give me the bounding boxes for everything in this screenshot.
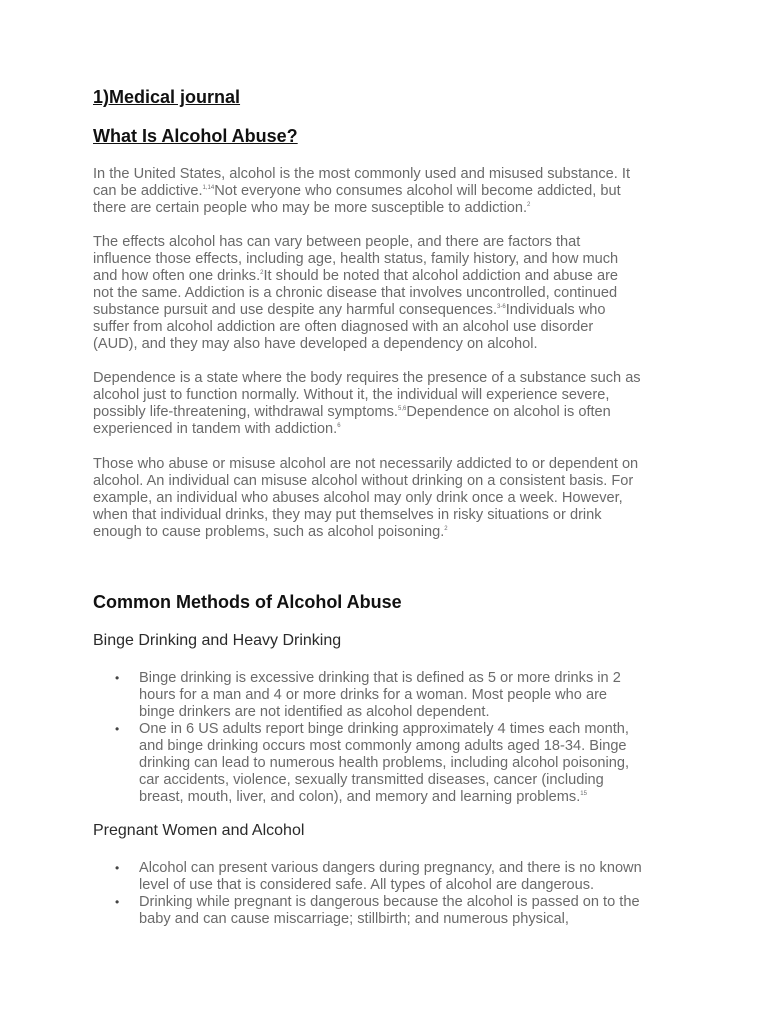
paragraph-line: substance pursuit and use despite any harmful consequences.$^{3-6}$Individuals who [93, 302, 606, 318]
citation: 1,14 [202, 185, 215, 192]
citation: 6 [337, 423, 341, 430]
citation: 2 [260, 270, 264, 277]
paragraph-line: suffer from alcohol addiction are often diagnosed with an alcohol use disorder [93, 319, 594, 335]
paragraph-3 [93, 370, 683, 438]
heading-common-methods: Common Methods of Alcohol Abuse [93, 592, 402, 612]
list-item: • One in 6 US adults report binge drinking approximately 4 times each month, and binge drinking occurs most commonly among adults aged 18-34. Binge drinking can lead to numerous health problems, including alcohol poisoning, car accidents, violence, sexually transmitted diseases, cancer (including breast, mouth, liver, and colon), and memory and learning problems.$^{15}$ [115, 721, 630, 805]
paragraph-line: Those who abuse or misuse alcohol are not necessarily addicted to or dependent on [93, 456, 639, 472]
paragraph-line: influence those effects, including age, health status, family history, and how much [93, 251, 619, 267]
subheading-pregnant-women: Pregnant Women and Alcohol [93, 822, 305, 839]
paragraph-line: alcohol. An individual can misuse alcohol without drinking on a consistent basis. For [93, 473, 634, 489]
list-item: • Binge drinking is excessive drinking that is defined as 5 or more drinks in 2 hours for a man and 4 or more drinks for a woman. Most people who are binge drinkers are not identified as alcohol dependent. [115, 670, 621, 720]
pregnant-bullet-list [93, 860, 683, 928]
binge-bullet-list [93, 670, 683, 806]
paragraph-2 [93, 234, 683, 353]
paragraph-line: there are certain people who may be more susceptible to addiction.$^2$ [93, 200, 531, 216]
heading-what-is-alcohol-abuse: What Is Alcohol Abuse? [93, 126, 298, 146]
paragraph-line: experienced in tandem with addiction.$^6$ [93, 421, 341, 437]
citation: 5,6 [397, 406, 407, 413]
paragraph-4 [93, 456, 683, 541]
paragraph-line: when that individual drinks, they may put themselves in risky situations or drink [93, 507, 602, 523]
paragraph-line: example, an individual who abuses alcohol may only drink once a week. However, [93, 490, 623, 506]
paragraph-line: (AUD), and they may also have developed a dependency on alcohol. [93, 336, 538, 352]
bullet-icon: • [115, 861, 120, 875]
citation: 2 [527, 202, 531, 209]
list-item: • Drinking while pregnant is dangerous because the alcohol is passed on to the baby and can cause miscarriage; stillbirth; and numerous physical, [115, 894, 640, 927]
list-item: • Alcohol can present various dangers during pregnancy, and there is no known level of use that is considered safe. All types of alcohol are dangerous. [115, 860, 642, 893]
paragraph-line: alcohol just to function normally. Without it, the individual will experience severe, [93, 387, 610, 403]
paragraph-line: In the United States, alcohol is the most commonly used and misused substance. It [93, 166, 631, 182]
bullet-icon: • [115, 671, 120, 685]
paragraph-line: possibly life-threatening, withdrawal symptoms.$^{5,6}$Dependence on alcohol is often [93, 404, 611, 420]
paragraph-line: The effects alcohol has can vary between people, and there are factors that [93, 234, 581, 250]
bullet-icon: • [115, 895, 120, 909]
citation: 3-6 [497, 304, 506, 311]
paragraph-line: enough to cause problems, such as alcohol poisoning.$^2$ [93, 524, 448, 540]
citation: 15 [580, 791, 587, 798]
paragraph-line: not the same. Addiction is a chronic disease that involves uncontrolled, continued [93, 285, 618, 301]
heading-medical-journal: 1)Medical journal [93, 87, 241, 107]
paragraph-1 [93, 166, 683, 217]
paragraph-line: can be addictive.$^{1,14}$Not everyone who consumes alcohol will become addicted, but [93, 183, 621, 199]
bullet-icon: • [115, 722, 120, 736]
subheading-binge-drinking: Binge Drinking and Heavy Drinking [93, 632, 342, 649]
citation: 2 [444, 526, 448, 533]
paragraph-line: and how often one drinks.$^2$It should be noted that alcohol addiction and abuse are [93, 268, 619, 284]
paragraph-line: Dependence is a state where the body requires the presence of a substance such as [93, 370, 641, 386]
